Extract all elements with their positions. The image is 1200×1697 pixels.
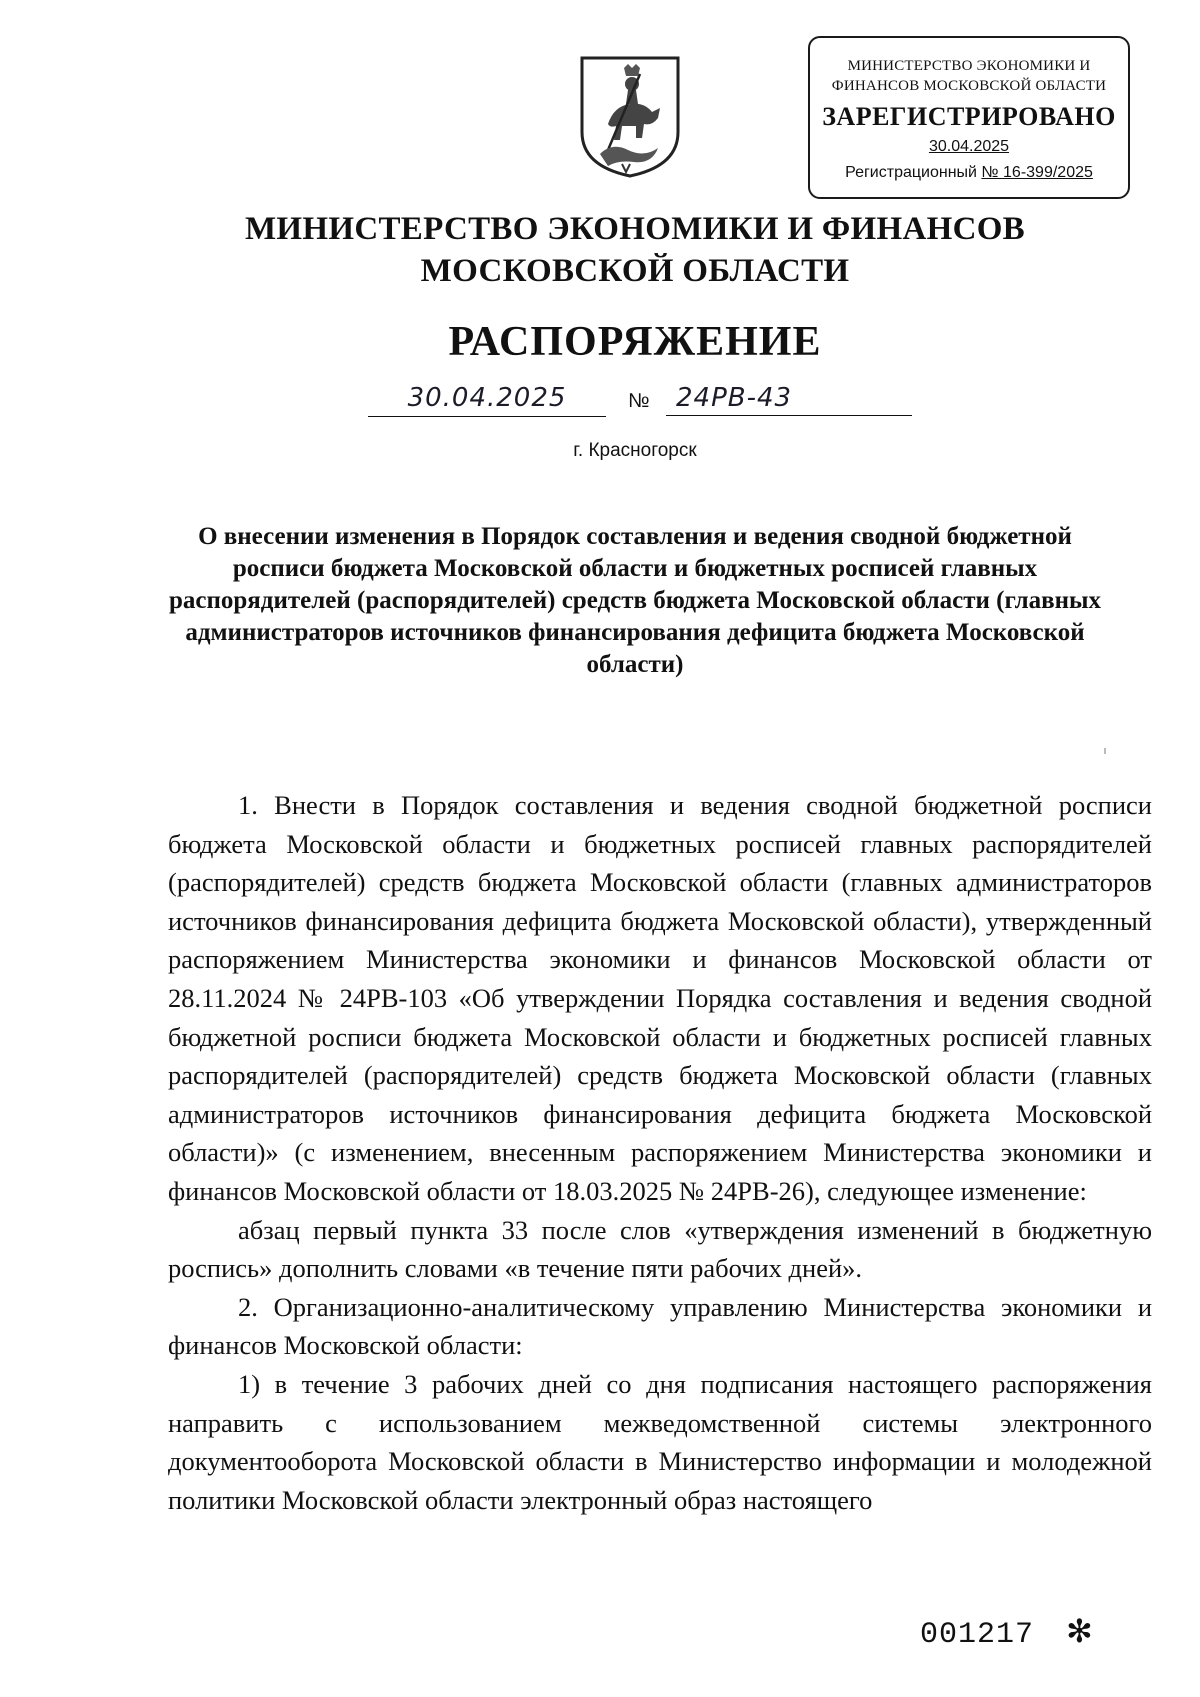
- stamp-status: ЗАРЕГИСТРИРОВАНО: [822, 102, 1116, 131]
- paragraph-4: 1) в течение 3 рабочих дней со дня подписания настоящего распоряжения направить с использованием межведомственной системы электронного документооборота Московской области в Министерство информации и молодежной политики Московской области электронный образ настоящего: [168, 1368, 1152, 1515]
- document-city: г. Красногорск: [573, 440, 697, 461]
- moscow-region-coat-of-arms: [578, 54, 682, 180]
- ministry-title-line1: МИНИСТЕРСТВО ЭКОНОМИКИ И ФИНАНСОВ: [244, 211, 1025, 247]
- stamp-registration-number: № 16-399/2025: [981, 164, 1093, 181]
- document-type: РАСПОРЯЖЕНИЕ: [448, 319, 822, 365]
- document-date-field: [368, 380, 606, 417]
- paragraph-2: абзац первый пункта 33 после слов «утверждения изменений в бюджетную роспись» дополнить словами «в течение пяти рабочих дней».: [168, 1214, 1152, 1284]
- ministry-title-line2: МОСКОВСКОЙ ОБЛАСТИ: [420, 253, 850, 289]
- ministry-title: [0, 208, 1200, 292]
- asterisk-mark-icon: ✻: [1066, 1612, 1093, 1650]
- document-number: 24РВ-43: [676, 383, 793, 413]
- paragraph-1: 1. Внести в Порядок составления и ведения сводной бюджетной росписи бюджета Московской области и бюджетных росписей главных распорядителей (распорядителей) средств бюджета Московской области (главных администраторов источников финансирования дефицита бюджета Московской области), утвержденный распоряжением Министерства экономики и финансов Московской области от 28.11.2024 № 24РВ-103 «Об утверждении Порядка составления и ведения сводной бюджетной росписи бюджета Московской области и бюджетных росписей главных распорядителей (распорядителей) средств бюджета Московской области (главных администраторов источников финансирования дефицита бюджета Московской области)» (с изменением, внесенным распоряжением Министерства экономики и финансов Московской области от 18.03.2025 № 24РВ-26), следующее изменение:: [168, 790, 1152, 1206]
- stamp-registration: [810, 164, 1128, 182]
- stamp-date: 30.04.2025: [928, 138, 1010, 155]
- number-sign: №: [628, 390, 650, 412]
- document-subject: О внесении изменения в Порядок составления и ведения сводной бюджетной росписи бюджета Московской области и бюджетных росписей главных распорядителей (распорядителей) средств бюджета Московской области (главных администраторов источников финансирования дефицита бюджета Московской области): [168, 523, 1102, 678]
- document-number-field: [666, 380, 912, 416]
- scan-speck: [1104, 748, 1106, 754]
- stamp-organization: МИНИСТЕРСТВО ЭКОНОМИКИ И ФИНАНСОВ МОСКОВСКОЙ ОБЛАСТИ: [831, 58, 1107, 94]
- document-body: [168, 786, 1152, 1519]
- stamp-registration-label: Регистрационный: [845, 164, 977, 181]
- paragraph-3: 2. Организационно-аналитическому управлению Министерства экономики и финансов Московской области:: [168, 1291, 1152, 1361]
- document-date: 30.04.2025: [407, 383, 567, 413]
- registration-stamp: [808, 36, 1130, 199]
- serial-number: 001217: [920, 1618, 1035, 1652]
